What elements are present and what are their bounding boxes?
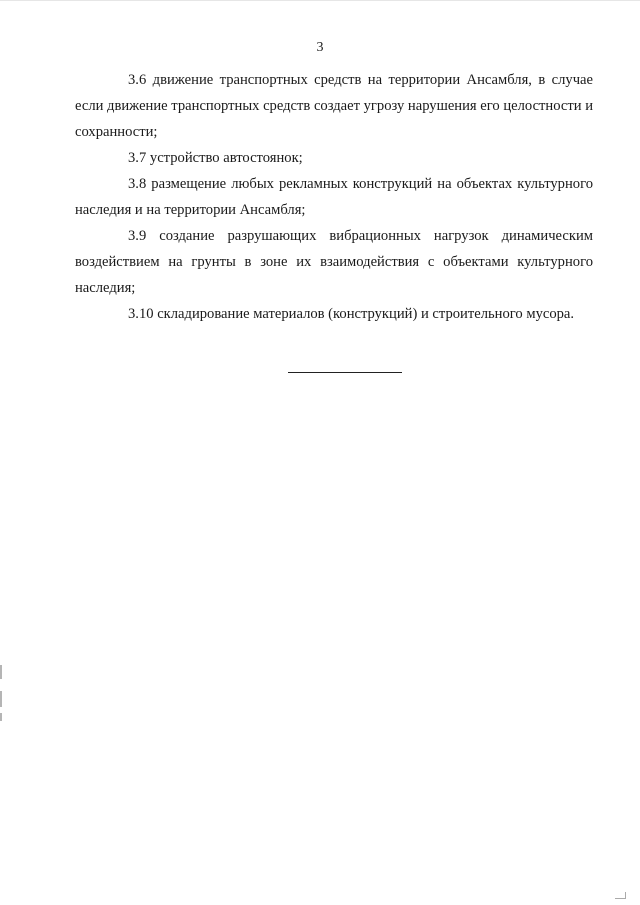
paragraph-3-6: 3.6 движение транспортных средств на территории Ансамбля, в случае если движение транспортных средств создает угрозу нарушения его целостности и сохранности; bbox=[75, 72, 594, 140]
paragraph-3-9: 3.9 создание разрушающих вибрационных нагрузок динамическим воздействием на грунты в зоне их взаимодействия с объектами культурного наследия; bbox=[75, 228, 593, 296]
scan-edge-mark bbox=[0, 713, 2, 721]
paragraph-3-7: 3.7 устройство автостоянок; bbox=[128, 150, 303, 166]
paragraph-3-8: 3.8 размещение любых рекламных конструкций на объектах культурного наследия и на территории Ансамбля; bbox=[75, 176, 593, 218]
scan-corner-mark bbox=[615, 892, 626, 899]
end-separator-line bbox=[288, 372, 402, 373]
scan-edge-mark bbox=[0, 665, 2, 679]
page-number: 3 bbox=[316, 40, 324, 55]
paragraph-3-10: 3.10 складирование материалов (конструкций) и строительного мусора. bbox=[128, 306, 575, 322]
document-body bbox=[75, 67, 593, 327]
scan-edge-mark bbox=[0, 691, 2, 707]
